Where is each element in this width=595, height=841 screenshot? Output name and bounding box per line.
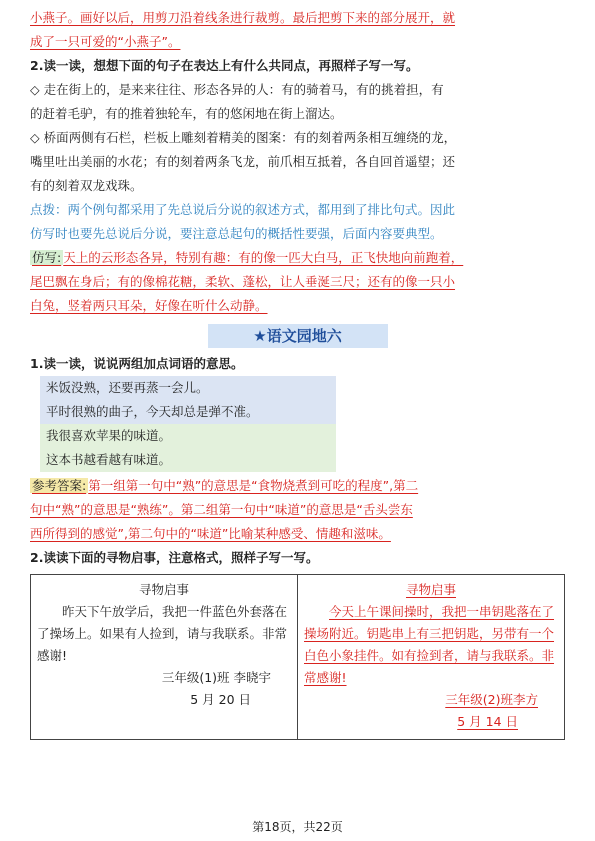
answer-label: 参考答案: — [32, 478, 87, 493]
notice-example-date: 5 月 20 日 — [190, 692, 251, 707]
question-1-title: 1.读一读，说说两组加点词语的意思。 — [30, 356, 244, 371]
notice-answer-title: 寻物启事 — [405, 582, 456, 597]
imitate-line-1 — [30, 246, 565, 270]
page-number: 第18页，共22页 — [252, 820, 343, 834]
notice-answer-body: 今天上午课间操时，我把一串钥匙落在了操场附近。钥匙串上有三把钥匙，另带有一个白色小象挂件。如有捡到者，请与我联系。非常感谢! — [304, 604, 555, 685]
sentence-1: 米饭没熟，还要再蒸一会儿。 — [40, 376, 336, 400]
example-2-line-1: ◇ 桥面两侧有石栏，栏板上雕刻着精美的图案：有的刻着两条相互缠绕的龙， — [30, 130, 457, 145]
answer-text-1: 第一组第一句中“熟”的意思是“食物烧煮到可吃的程度”,第二 — [88, 478, 419, 493]
notice-table — [30, 574, 565, 740]
notice-example-body: 昨天下午放学后，我把一件蓝色外套落在了操场上。如果有人捡到，请与我联系。非常感谢! — [37, 604, 288, 663]
sentence-2: 平时很熟的曲子，今天却总是弹不准。 — [40, 400, 336, 424]
notice-answer-sign: 三年级(2)班李方 — [445, 692, 538, 707]
imitate-line-3: 白兔，竖着两只耳朵，好像在听什么动静。 — [30, 298, 268, 313]
imitate-line-2: 尾巴飘在身后；有的像棉花糖，柔软、蓬松，让人垂涎三尺；还有的像一只小 — [30, 274, 456, 289]
notice-example-sign: 三年级(1)班 李晓宇 — [161, 670, 271, 685]
top-text-line-2: 成了一只可爱的“小燕子”。 — [30, 34, 181, 49]
notice-answer-date: 5 月 14 日 — [457, 714, 518, 729]
example-2-line-3: 有的刻着双龙戏珠。 — [30, 178, 143, 193]
answer-line-1 — [30, 474, 565, 498]
example-1-line-2: 的赶着毛驴，有的推着独轮车，有的悠闲地在街上溜达。 — [30, 106, 343, 121]
answer-line-3: 西所得到的感觉”,第二句中的“味道”比喻某种感受、情趣和滋味。 — [30, 526, 391, 541]
tip-line-2: 仿写时也要先总说后分说，要注意总起句的概括性要强，后面内容要典型。 — [30, 226, 443, 241]
example-2-line-2: 嘴里吐出美丽的水花；有的刻着两条飞龙，前爪相互抵着，各自回首遥望；还 — [30, 154, 456, 169]
section-title: ★语文园地六 — [208, 324, 388, 348]
imitate-text-1: 天上的云形态各异，特别有趣：有的像一匹大白马，正飞快地向前跑着， — [63, 250, 464, 265]
top-text-line-1: 小燕子。画好以后，用剪刀沿着线条进行裁剪。最后把剪下来的部分展开，就 — [30, 10, 456, 25]
sentence-4: 这本书越看越有味道。 — [40, 448, 336, 472]
imitate-label: 仿写: — [32, 250, 62, 265]
sentence-list — [40, 376, 565, 472]
tip-line-1: 点拨：两个例句都采用了先总说后分说的叙述方式，都用到了排比句式。因此 — [30, 202, 456, 217]
example-1-line-1: ◇ 走在街上的，是来来往往、形态各异的人：有的骑着马，有的挑着担，有 — [30, 82, 444, 97]
notice-answer-cell — [298, 575, 565, 740]
notice-example-title: 寻物启事 — [138, 582, 189, 597]
sentence-3: 我很喜欢苹果的味道。 — [40, 424, 336, 448]
answer-line-2: 句中“熟”的意思是“熟练”。第二组第一句中“味道”的意思是“舌头尝东 — [30, 502, 413, 517]
question-2-title: 2.读一读，想想下面的句子在表达上有什么共同点，再照样子写一写。 — [30, 58, 419, 73]
question-2b-title: 2.读读下面的寻物启事，注意格式，照样子写一写。 — [30, 550, 319, 565]
notice-example-cell — [31, 575, 298, 740]
